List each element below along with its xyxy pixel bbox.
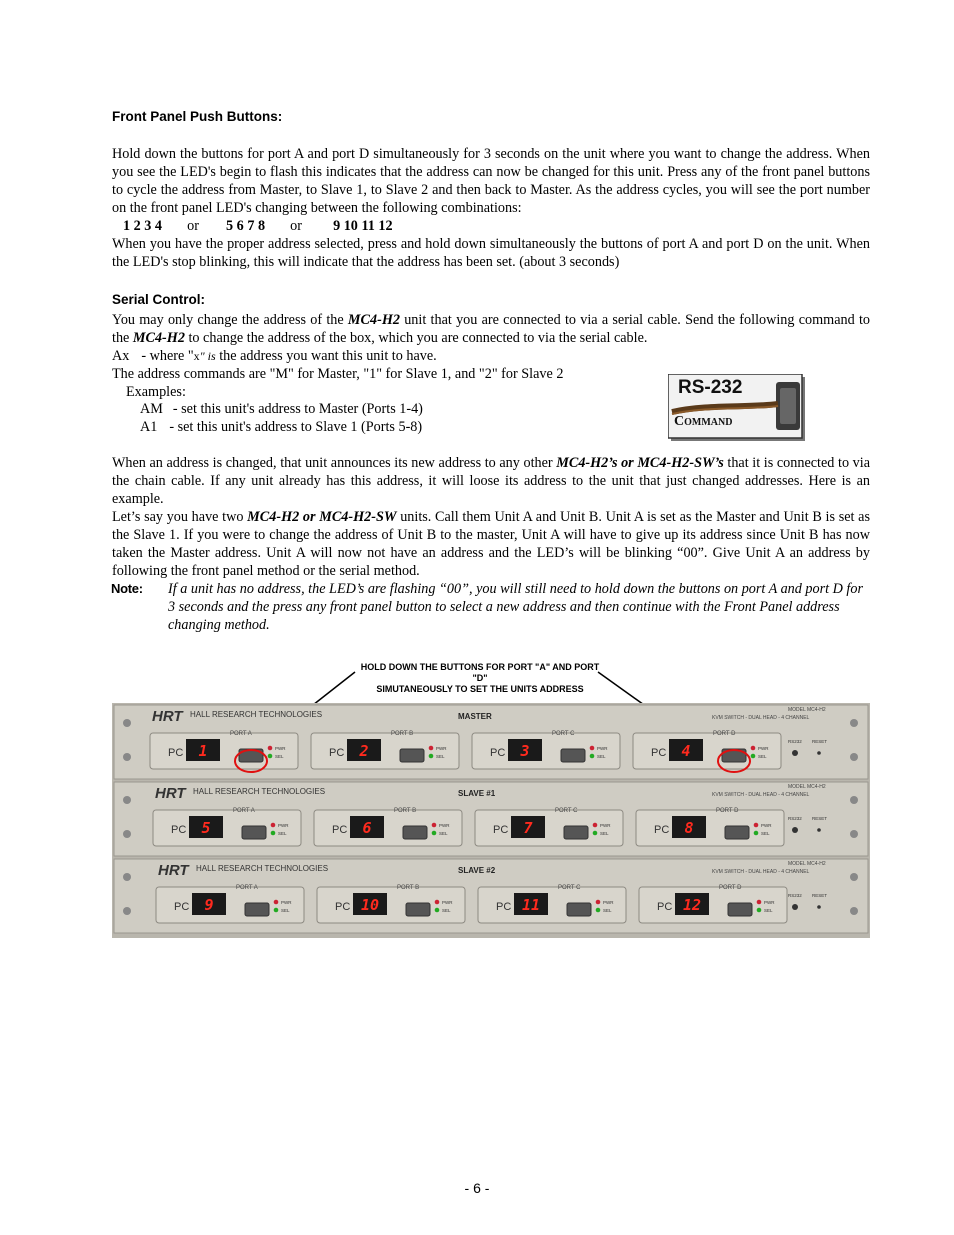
- combo-slave1: 5 6 7 8: [226, 218, 266, 234]
- port-button: [242, 826, 266, 839]
- led-digit: 6: [362, 819, 372, 837]
- sel-label: SEL: [281, 908, 290, 913]
- port-button: [725, 826, 749, 839]
- sel-label: SEL: [597, 754, 606, 759]
- pwr-led: [435, 900, 440, 905]
- example-paragraph: Let’s say you have two MC4-H2 or MC4-H2-SW units. Call them Unit A and Unit B. Unit A is set as the Master and Unit B is set as the Slave 1. If you were to change the address of Unit B to the master, Unit A will have to give up its address since Unit B has now taken the Master address. Unit A will now not have an address and the LED’s will be blinking “00”. Give Unit A an address by following the front panel method or the serial method.: [112, 509, 870, 579]
- address-change-paragraph: When an address is changed, that unit announces its new address to any other MC4-H2’s or MC4-H2-SW’s that it is connected to via the chain cable. If any unit already has this address, it will loose its address to the unit that just changed addresses. Here is an example.: [112, 455, 870, 507]
- sel-label: SEL: [436, 754, 445, 759]
- sel-label: SEL: [603, 908, 612, 913]
- mount-screw: [123, 719, 131, 727]
- pwr-led: [754, 823, 759, 828]
- port-label: PORT C: [555, 808, 578, 814]
- reset-hole: [817, 905, 821, 909]
- sel-label: SEL: [600, 831, 609, 836]
- port-label: PORT A: [236, 885, 258, 891]
- led-digit: 7: [523, 819, 533, 837]
- sel-led: [757, 908, 762, 913]
- pwr-led: [596, 900, 601, 905]
- pwr-led: [593, 823, 598, 828]
- port-button: [728, 903, 752, 916]
- ax-line: Ax - where "x" is the address you want this unit to have.: [112, 348, 437, 364]
- port-button: [245, 903, 269, 916]
- pc-label: PC: [332, 824, 348, 836]
- mount-screw: [850, 719, 858, 727]
- mount-screw: [123, 873, 131, 881]
- mount-screw: [850, 907, 858, 915]
- led-digit: 4: [681, 742, 691, 760]
- led-digit: 2: [359, 742, 369, 760]
- pwr-led: [271, 823, 276, 828]
- sel-led: [268, 754, 273, 759]
- pc-label: PC: [174, 901, 190, 913]
- mount-screw: [123, 753, 131, 761]
- port-button: [561, 749, 585, 762]
- front-panel-paragraph-2: When you have the proper address selected, press and hold down simultaneously the buttons of port A and port D on the unit. When the LED's stop blinking, this will indicate that the address has been set. (about 3 seconds): [112, 236, 870, 270]
- reset-label: RESET: [812, 893, 828, 898]
- examples-label: Examples:: [126, 384, 186, 400]
- port-label: PORT A: [233, 808, 255, 814]
- rs232-port-label: RS232: [788, 816, 802, 821]
- reset-label: RESET: [812, 816, 828, 821]
- model-text: MODEL MC4-H2: [788, 707, 826, 713]
- pwr-led: [429, 746, 434, 751]
- pwr-led: [268, 746, 273, 751]
- pc-label: PC: [651, 747, 667, 759]
- address-commands: The address commands are "M" for Master, "1" for Slave 1, and "2" for Slave 2: [112, 366, 564, 382]
- pc-label: PC: [329, 747, 345, 759]
- pc-label: PC: [168, 747, 184, 759]
- brand-text: HALL RESEARCH TECHNOLOGIES: [196, 864, 329, 873]
- pwr-label: PWR: [764, 900, 775, 905]
- port-label: PORT A: [230, 731, 252, 737]
- combo-or-2: or: [290, 218, 302, 234]
- sel-led: [754, 831, 759, 836]
- port-label: PORT D: [713, 731, 736, 737]
- pc-label: PC: [171, 824, 187, 836]
- unit-label: MASTER: [458, 712, 492, 721]
- pwr-led: [757, 900, 762, 905]
- sel-label: SEL: [761, 831, 770, 836]
- pwr-label: PWR: [275, 746, 286, 751]
- unit-label: SLAVE #2: [458, 866, 496, 875]
- model-name: MC4-H2: [347, 312, 400, 328]
- mount-screw: [123, 830, 131, 838]
- rs232-subtitle: Command: [674, 414, 733, 429]
- sel-led: [274, 908, 279, 913]
- pwr-label: PWR: [439, 823, 450, 828]
- example-am: AM - set this unit's address to Master (Ports 1-4): [140, 401, 423, 417]
- pc-label: PC: [490, 747, 506, 759]
- mount-screw: [123, 907, 131, 915]
- pc-label: PC: [496, 901, 512, 913]
- reset-hole: [817, 751, 821, 755]
- sel-led: [271, 831, 276, 836]
- pwr-label: PWR: [597, 746, 608, 751]
- pwr-label: PWR: [758, 746, 769, 751]
- pwr-led: [751, 746, 756, 751]
- rs232-port-label: RS232: [788, 893, 802, 898]
- sel-led: [435, 908, 440, 913]
- led-digit: 8: [684, 819, 694, 837]
- port-label: PORT B: [397, 885, 420, 891]
- reset-hole: [817, 828, 821, 832]
- sel-label: SEL: [764, 908, 773, 913]
- port-label: PORT C: [552, 731, 575, 737]
- sel-label: SEL: [278, 831, 287, 836]
- sel-label: SEL: [442, 908, 451, 913]
- port-label: PORT B: [394, 808, 417, 814]
- page-number: - 6 -: [464, 1180, 490, 1196]
- brand-text: HALL RESEARCH TECHNOLOGIES: [190, 710, 323, 719]
- note-label: Note:: [111, 581, 143, 596]
- sel-label: SEL: [275, 754, 284, 759]
- pwr-label: PWR: [761, 823, 772, 828]
- combo-slave2: 9 10 11 12: [333, 218, 393, 234]
- hrt-logo: HRT: [152, 708, 183, 725]
- rs232-jack: [792, 904, 798, 910]
- pwr-label: PWR: [600, 823, 611, 828]
- rs232-port-label: RS232: [788, 739, 802, 744]
- pwr-label: PWR: [442, 900, 453, 905]
- unit-label: SLAVE #1: [458, 789, 496, 798]
- model-subtitle: KVM SWITCH - DUAL HEAD - 4 CHANNEL: [712, 792, 810, 798]
- combo-master: 1 2 3 4: [123, 218, 163, 234]
- sel-led: [751, 754, 756, 759]
- example-a1: A1 - set this unit's address to Slave 1 (Ports 5-8): [140, 419, 423, 435]
- front-panel-paragraph-1: Hold down the buttons for port A and port D simultaneously for 3 seconds on the unit where you want to change the address. When you see the LED's begin to flash this indicates that the address can now be changed for this unit. Press any of the front panel buttons to cycle the address from Master, to Slave 1, to Slave 2 and then back to Master. As the address cycles, you will see the port number on the front panel LED's changing between the following combinations:: [112, 146, 870, 216]
- serial-paragraph: You may only change the address of the MC4-H2 unit that you are connected to via a serial cable. Send the following command to the MC4-H2 to change the address of the box, which you are connected to via the serial cable.: [112, 312, 870, 346]
- led-digit: 11: [521, 896, 541, 914]
- mount-screw: [850, 796, 858, 804]
- led-digit: 9: [204, 896, 214, 914]
- mount-screw: [123, 796, 131, 804]
- combo-or-1: or: [187, 218, 199, 234]
- led-digit: 1: [198, 742, 208, 760]
- port-button: [403, 826, 427, 839]
- model-subtitle: KVM SWITCH - DUAL HEAD - 4 CHANNEL: [712, 715, 810, 721]
- led-digit: 5: [201, 819, 211, 837]
- led-digit: 3: [520, 742, 530, 760]
- mount-screw: [850, 753, 858, 761]
- led-digit: 10: [360, 896, 380, 914]
- port-label: PORT C: [558, 885, 581, 891]
- port-label: PORT D: [716, 808, 739, 814]
- reset-label: RESET: [812, 739, 828, 744]
- port-button: [564, 826, 588, 839]
- model-subtitle: KVM SWITCH - DUAL HEAD - 4 CHANNEL: [712, 869, 810, 875]
- rs232-jack: [792, 827, 798, 833]
- brand-text: HALL RESEARCH TECHNOLOGIES: [193, 787, 326, 796]
- pwr-label: PWR: [603, 900, 614, 905]
- model-text: MODEL MC4-H2: [788, 861, 826, 867]
- port-label: PORT B: [391, 731, 414, 737]
- hrt-logo: HRT: [158, 862, 189, 879]
- sel-label: SEL: [758, 754, 767, 759]
- pwr-led: [274, 900, 279, 905]
- section-heading-serial: Serial Control:: [112, 292, 206, 307]
- rs232-title: RS-232: [678, 377, 743, 398]
- sel-label: SEL: [439, 831, 448, 836]
- pc-label: PC: [654, 824, 670, 836]
- pwr-label: PWR: [281, 900, 292, 905]
- note-text: If a unit has no address, the LED’s are flashing “00”, you will still need to hold down the buttons on port A and port D for 3 seconds and the press any front panel button to select a new address and then continue with the Front Panel address changing method.: [168, 581, 863, 633]
- pc-label: PC: [335, 901, 351, 913]
- sel-led: [593, 831, 598, 836]
- port-button: [567, 903, 591, 916]
- model-text: MODEL MC4-H2: [788, 784, 826, 790]
- sel-led: [432, 831, 437, 836]
- hrt-logo: HRT: [155, 785, 186, 802]
- pwr-label: PWR: [436, 746, 447, 751]
- port-button: [400, 749, 424, 762]
- mount-screw: [850, 873, 858, 881]
- pwr-led: [432, 823, 437, 828]
- kvm-stack-photo: [112, 703, 870, 938]
- port-label: PORT D: [719, 885, 742, 891]
- led-digit: 12: [682, 896, 702, 914]
- port-button: [406, 903, 430, 916]
- pc-label: PC: [657, 901, 673, 913]
- sel-led: [596, 908, 601, 913]
- pc-label: PC: [493, 824, 509, 836]
- section-heading-front-panel: Front Panel Push Buttons:: [112, 109, 283, 124]
- mount-screw: [850, 830, 858, 838]
- pwr-label: PWR: [278, 823, 289, 828]
- rs232-jack: [792, 750, 798, 756]
- figure-caption: HOLD DOWN THE BUTTONS FOR PORT "A" AND PORT "D" SIMUTANEOUSLY TO SET THE UNITS ADDRESS: [360, 662, 600, 694]
- sel-led: [429, 754, 434, 759]
- pwr-led: [590, 746, 595, 751]
- sel-led: [590, 754, 595, 759]
